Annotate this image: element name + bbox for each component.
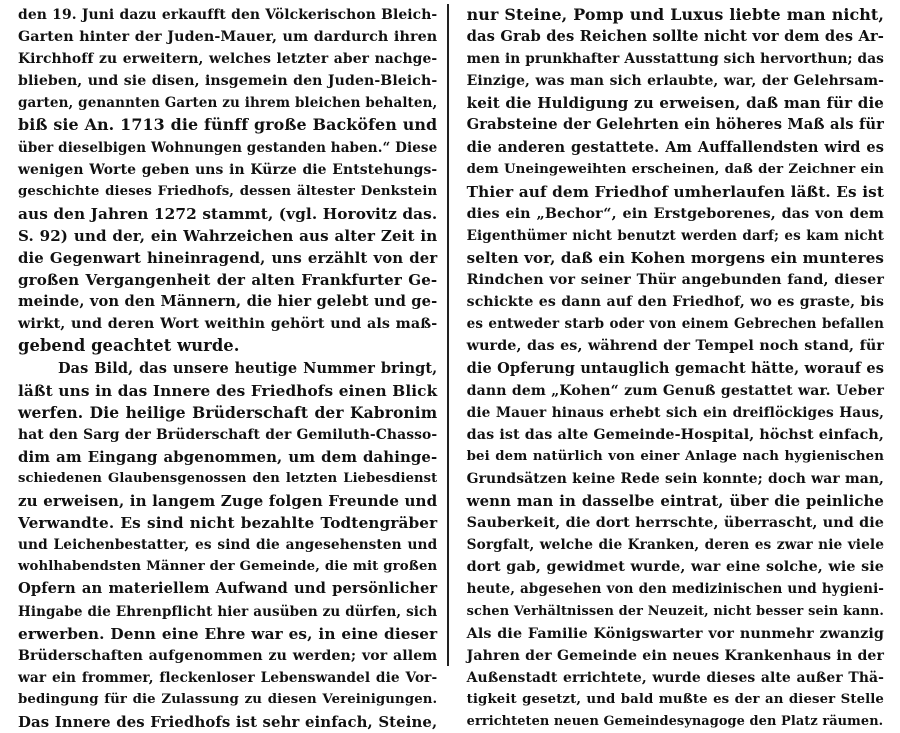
text-line: wenigen Worte geben uns in Kürze die Entstehungs- [18, 161, 438, 178]
text-line: den 19. Juni dazu erkaufft den Völckerischon Bleich- [18, 7, 438, 23]
text-line: es entweder starb oder von einem Gebrechen befallen [466, 316, 884, 333]
text-line: das Grab des Reichen sollte nicht vor dem des Ar- [466, 28, 884, 46]
text-line: men in prunkhafter Ausstattung sich hervorthun; das [466, 51, 884, 68]
text-line: dim am Eingang abgenommen, um dem dahinge- [18, 447, 438, 466]
text-line: meinde, von den Männern, die hier gelebt und ge- [18, 293, 438, 311]
text-line: Das Innere des Friedhofs ist sehr einfach, Steine, [18, 713, 438, 731]
text-line: Grabsteine der Gelehrten ein höheres Maß als für [466, 116, 884, 134]
text-line: Verwandte. Es sind nicht bezahlte Todtengräber [18, 514, 438, 533]
text-line: läßt uns in das Innere des Friedhofs einen Blick [18, 381, 438, 400]
text-line: Sorgfalt, welche die Kranken, deren es zwar nie viele [466, 537, 884, 554]
text-line: dem Uneingeweihten erscheinen, daß der Zeichner ein [466, 161, 884, 177]
text-line: Jahren der Gemeinde ein neues Krankenhaus in der [466, 647, 884, 664]
text-line: heute, abgesehen von den medizinischen und hygieni- [466, 581, 884, 598]
text-line: hat den Sarg der Brüderschaft der Gemiluth-Chasso- [18, 426, 438, 443]
text-line: Außenstadt errichtete, wurde dieses alte außer Thä- [466, 669, 884, 686]
text-line: Opfern an materiellem Aufwand und persönlicher [18, 580, 438, 598]
text-line: Eigenthümer nicht benutzt werden darf; es kam nicht [466, 227, 884, 244]
text-line: Das Bild, das unsere heutige Nummer bringt, [58, 359, 438, 377]
text-line: Einzige, was man sich erlaubte, war, der Gelehrsam- [466, 73, 884, 90]
text-line: tigkeit gesetzt, und bald mußte es der an dieser Stelle [466, 691, 884, 707]
text-line: S. 92) und der, ein Wahrzeichen aus alter Zeit in [18, 226, 438, 245]
text-line: Hingabe die Ehrenpflicht hier ausüben zu dürfen, sich [18, 603, 438, 620]
text-line: schen Verhältnissen der Neuzeit, nicht besser sein kann. [466, 603, 884, 619]
text-line: bei dem natürlich von einer Anlage nach hygienischen [466, 448, 884, 464]
text-line: wurde, das es, während der Tempel noch stand, für [466, 338, 884, 355]
text-line: wohlhabendsten Männer der Gemeinde, die mit großen [18, 559, 438, 575]
text-line: die Opferung untauglich gemacht hätte, worauf es [466, 359, 884, 377]
text-line: Grundsätzen keine Rede sein konnte; doch war man, [466, 470, 884, 487]
text-line: werfen. Die heilige Brüderschaft der Kabronim [18, 402, 438, 422]
text-line: die Mauer hinaus erhebt sich ein dreiflöckiges Haus, [466, 404, 884, 421]
text-line: Garten hinter der Juden-Mauer, um dardurch ihren [18, 29, 438, 46]
right-column [451, 4, 894, 729]
text-line: schiedenen Glaubensgenossen den letzten Liebesdienst [18, 470, 438, 486]
text-line: Sauberkeit, die dort herrschte, überrascht, und die [466, 515, 884, 532]
text-line: nur Steine, Pomp und Luxus liebte man nicht, [466, 5, 884, 24]
text-line: über dieselbigen Wohnungen gestanden haben.“ Diese [18, 139, 438, 156]
text-line: Brüderschaften aufgenommen zu werden; vor allem [18, 647, 438, 664]
column-rule [447, 4, 449, 666]
text-line: wenn man in dasselbe eintrat, über die peinliche [466, 492, 884, 511]
text-line: dort gab, gewidmet wurde, war eine solche, wie sie [466, 559, 884, 576]
text-line: erwerben. Denn eine Ehre war es, in eine dieser [18, 624, 438, 643]
text-line: Kirchhoff zu erweitern, welches letzter aber nachge- [18, 51, 438, 68]
text-line: selten vor, daß ein Kohen morgens ein munteres [466, 249, 884, 268]
text-line: biß sie An. 1713 die fünff große Backöfen und [18, 115, 438, 135]
text-line: schickte es dann auf den Friedhof, wo es graste, bis [466, 294, 884, 311]
text-line: das ist das alte Gemeinde-Hospital, höchst einfach, [466, 426, 884, 443]
left-column [6, 4, 445, 731]
text-line: wirkt, und deren Wort weithin gehört und als maß- [18, 316, 438, 333]
text-line: geschichte dieses Friedhofs, dessen ältester Denkstein [18, 183, 438, 199]
text-line: die anderen gestattete. Am Auffallendsten wird es [466, 138, 884, 156]
text-line: war ein frommer, fleckenloser Lebenswandel die Vor- [18, 669, 438, 686]
text-line: die Gegenwart hineinragend, uns erzählt von der [18, 249, 438, 268]
text-line: und Leichenbestatter, es sind die angesehensten und [18, 537, 438, 554]
text-line: blieben, und sie disen, insgemein den Juden-Bleich- [18, 73, 438, 90]
text-line: garten, genannten Garten zu ihrem bleichen behalten, [18, 95, 438, 112]
text-line: großen Vergangenheit der alten Frankfurter Ge- [18, 271, 438, 290]
text-line: Thier auf dem Friedhof umherlaufen läßt. Es ist [466, 182, 884, 201]
text-line: dann dem „Kohen“ zum Genuß gestattet war. Ueber [466, 382, 884, 399]
text-line: Als die Familie Königswarter vor nunmehr zwanzig [466, 625, 884, 642]
text-line: errichteten neuen Gemeindesynagoge den Platz räumen. [466, 714, 884, 729]
text-line: aus den Jahren 1272 stammt, (vgl. Horovitz das. [18, 204, 438, 223]
text-line: dies ein „Bechor“, ein Erstgeborenes, das von dem [466, 205, 884, 222]
text-line: keit die Huldigung zu erweisen, daß man für die [466, 94, 884, 113]
text-line: bedingung für die Zulassung zu diesen Vereinigungen. [18, 691, 438, 707]
text-line: zu erweisen, in langem Zuge folgen Freunde und [18, 492, 438, 511]
text-line: Rindchen vor seiner Thür angebunden fand, dieser [466, 272, 884, 289]
text-line: gebend geachtet wurde. [18, 336, 240, 356]
